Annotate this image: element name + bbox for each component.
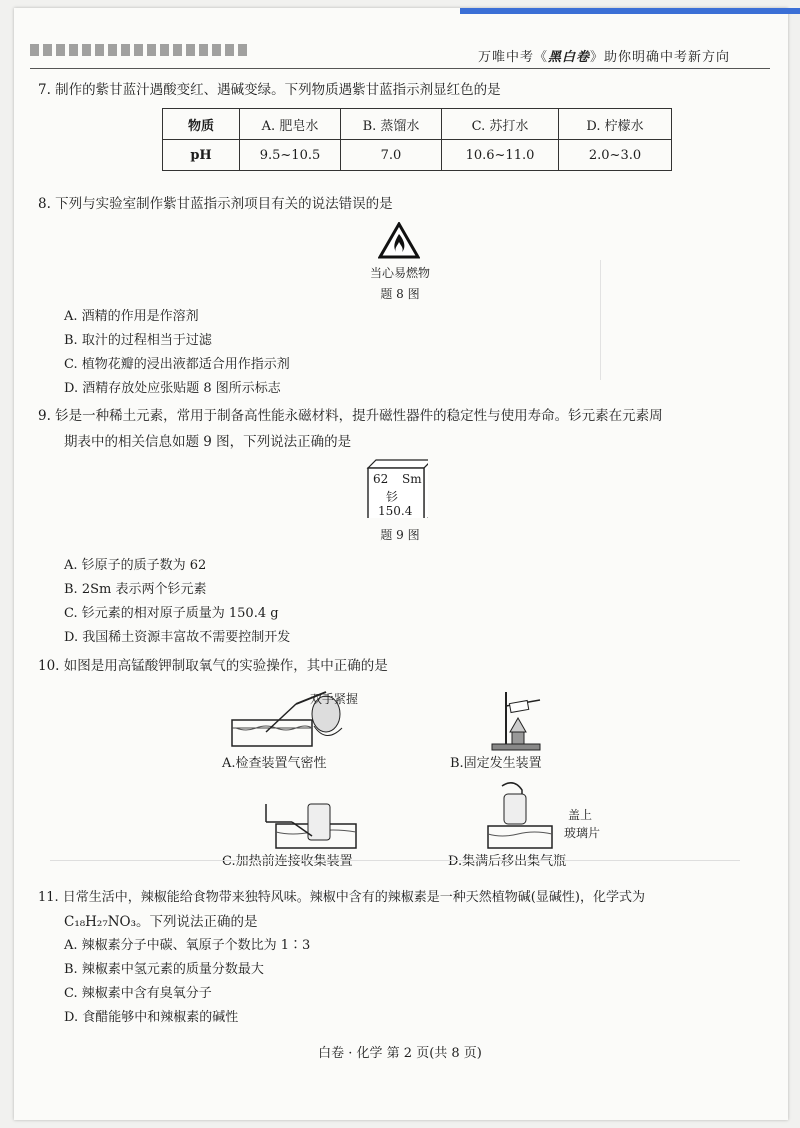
gas-bottle-removal-icon [482, 780, 562, 852]
scan-edge-stripe [460, 8, 800, 14]
q9-option-a: A. 钐原子的质子数为 62 [64, 558, 207, 573]
q9-option-b: B. 2Sm 表示两个钐元素 [64, 582, 207, 597]
table-cell: A. 肥皂水 [240, 109, 341, 140]
table-cell: D. 柠檬水 [559, 109, 672, 140]
table-cell: 9.5~10.5 [240, 140, 341, 171]
page-header: 万唯中考《黑白卷》助你明确中考新方向 [477, 50, 730, 65]
table-row [163, 140, 672, 171]
page-footer: 白卷 · 化学 第 2 页(共 8 页) [318, 1046, 482, 1061]
sign-caption: 当心易燃物 [369, 266, 430, 280]
atomic-mass: 150.4 [378, 504, 413, 518]
q8-option-c: C. 植物花瓣的浸出液都适合用作指示剂 [64, 357, 290, 372]
q8-stem: 8. 下列与实验室制作紫甘蓝指示剂项目有关的说法错误的是 [38, 196, 393, 212]
q10-stem: 10. 如图是用高锰酸钾制取氧气的实验操作，其中正确的是 [38, 658, 388, 674]
element-symbol: Sm [402, 472, 422, 486]
iron-stand-apparatus-icon [486, 688, 556, 754]
table-cell: 7.0 [341, 140, 442, 171]
fig-d-note1: 盖上 [568, 808, 593, 822]
table-cell: 2.0~3.0 [559, 140, 672, 171]
ph-table [162, 108, 672, 171]
figure-caption: 题 8 图 [380, 287, 420, 301]
flammable-warning-icon [378, 222, 420, 260]
table-cell: pH [163, 140, 240, 171]
q8-option-a: A. 酒精的作用是作溶剂 [64, 309, 199, 324]
q11-option-a: A. 辣椒素分子中碳、氧原子个数比为 1∶3 [64, 938, 311, 953]
bleed-through-mark [50, 860, 740, 862]
fig-a-caption: A.检查装置气密性 [222, 756, 327, 771]
figure-caption: 题 9 图 [380, 528, 420, 542]
fig-b-caption: B.固定发生装置 [450, 756, 542, 771]
q8-option-d: D. 酒精存放处应张贴题 8 图所示标志 [64, 381, 281, 396]
table-row [163, 109, 672, 140]
q9-option-d: D. 我国稀土资源丰富故不需要控制开发 [64, 630, 291, 645]
atomic-number: 62 [373, 472, 389, 486]
q11-formula: C₁₈H₂₇NO₃。下列说法正确的是 [64, 914, 258, 930]
q9-stem-line2: 期表中的相关信息如题 9 图，下列说法正确的是 [64, 434, 352, 450]
q11-option-b: B. 辣椒素中氢元素的质量分数最大 [64, 962, 264, 977]
element-name: 钐 [386, 490, 399, 504]
q11-option-c: C. 辣椒素中含有臭氧分子 [64, 986, 212, 1001]
header-left-smudge [30, 44, 250, 56]
q8-option-b: B. 取汁的过程相当于过滤 [64, 333, 212, 348]
q7-stem: 7. 制作的紫甘蓝汁遇酸变红、遇碱变绿。下列物质遇紫甘蓝指示剂显红色的是 [38, 82, 501, 98]
gas-collection-apparatus-icon [262, 800, 372, 852]
fig-a-note: 双手紧握 [310, 692, 359, 706]
fig-c-caption: C.加热前连接收集装置 [222, 854, 353, 869]
q9-option-c: C. 钐元素的相对原子质量为 150.4 g [64, 606, 279, 621]
table-cell: 10.6~11.0 [442, 140, 559, 171]
q11-option-d: D. 食醋能够中和辣椒素的碱性 [64, 1010, 239, 1025]
table-cell: 物质 [163, 109, 240, 140]
header-rule [30, 68, 770, 69]
fig-d-caption: D.集满后移出集气瓶 [448, 854, 567, 869]
bleed-through-mark [600, 260, 751, 380]
q9-stem-line1: 9. 钐是一种稀土元素，常用于制备高性能永磁材料，提升磁性器件的稳定性与使用寿命。钐元素在元素周 [38, 408, 663, 424]
q11-stem-line1: 11. 日常生活中，辣椒能给食物带来独特风味。辣椒中含有的辣椒素是一种天然植物碱(显碱性)，化学式为 [38, 890, 645, 905]
fig-d-note2: 玻璃片 [564, 826, 601, 840]
table-cell: B. 蒸馏水 [341, 109, 442, 140]
table-cell: C. 苏打水 [442, 109, 559, 140]
